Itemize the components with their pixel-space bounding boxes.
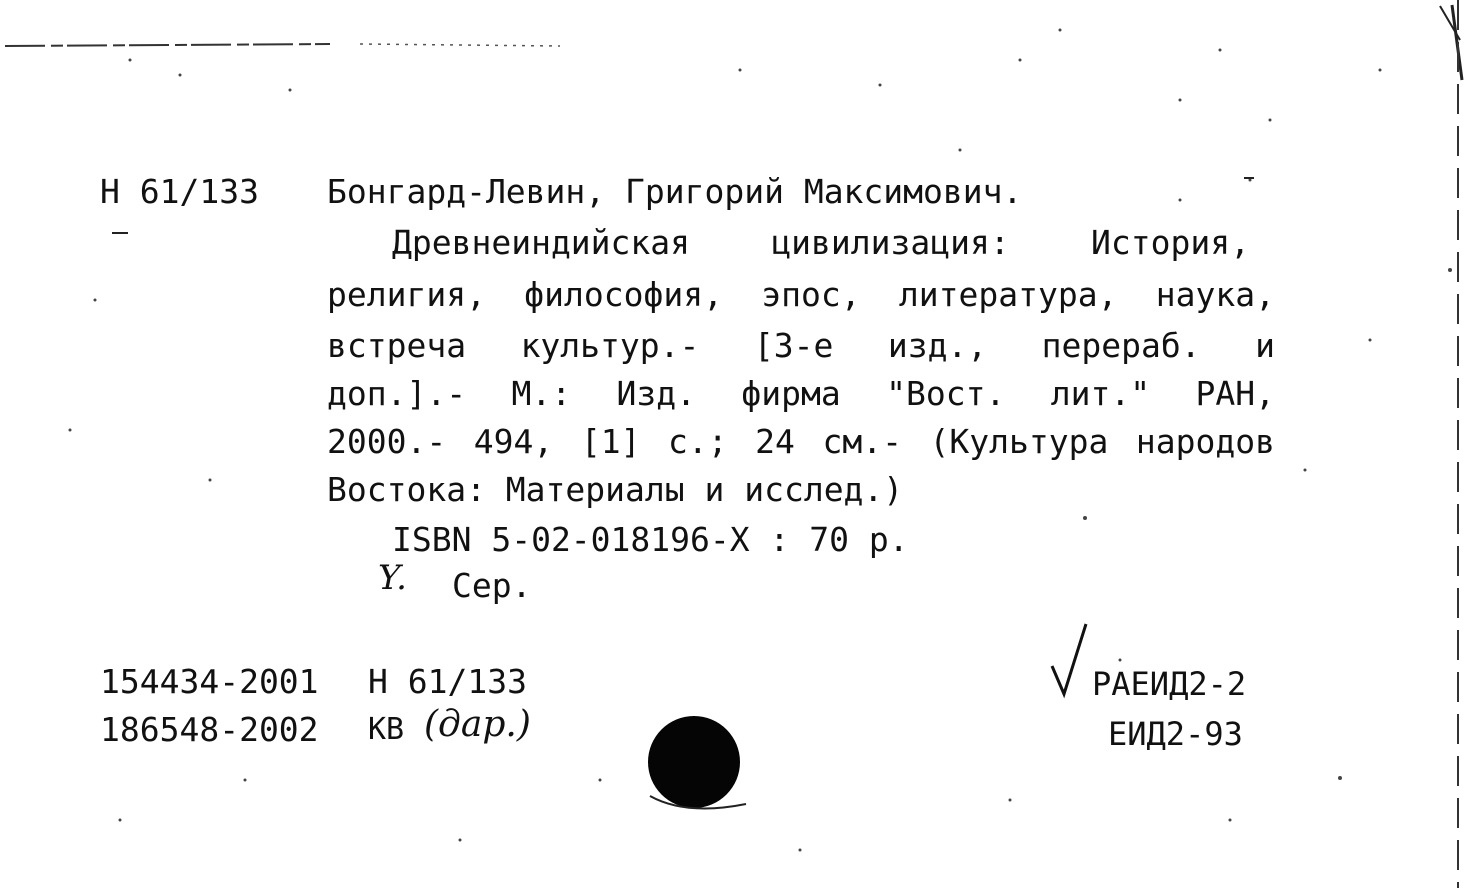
word: встреча [327, 326, 467, 365]
word: 2000.- [327, 422, 447, 461]
word: культур.- [520, 326, 700, 365]
body-line-5 [327, 418, 1275, 466]
word: РАН, [1195, 374, 1275, 413]
body-line-3 [327, 322, 1275, 370]
inventory-location-2: КВ [368, 712, 405, 747]
body-line-1 [392, 219, 1250, 267]
word: Древнеиндийская [392, 223, 691, 262]
inventory-number-1: 154434-2001 [100, 662, 319, 701]
body-line-4 [327, 370, 1275, 418]
word: изд., [887, 326, 988, 365]
body-line-6: Востока: Материалы и исслед.) [327, 470, 904, 509]
word: [3-е [753, 326, 834, 365]
word: эпос, [761, 275, 861, 314]
word: народов [1135, 422, 1275, 461]
right-code-1: РАЕИД2-2 [1092, 665, 1247, 703]
word: цивилизация: [771, 223, 1010, 262]
word: 494, [473, 422, 554, 461]
word: 24 [755, 422, 795, 461]
word: доп.].- [327, 374, 467, 413]
word: с.; [668, 422, 728, 461]
word: религия, [327, 275, 486, 314]
word: [1] [580, 422, 641, 461]
word: "Вост. [886, 374, 1006, 413]
body-line-2 [327, 271, 1275, 319]
isbn-line: ISBN 5-02-018196-X : 70 р. [392, 520, 909, 559]
word: История, [1091, 223, 1250, 262]
word: философия, [524, 275, 723, 314]
right-code-2: ЕИД2-93 [1108, 715, 1243, 753]
word: перераб. [1041, 326, 1201, 365]
word: наука, [1155, 275, 1275, 314]
word: литература, [898, 275, 1118, 314]
author-heading: Бонгард-Левин, Григорий Максимович. [327, 172, 1023, 211]
word: Изд. [616, 374, 696, 413]
inventory-number-2: 186548-2002 [100, 710, 319, 749]
word: см.- [822, 422, 902, 461]
word: (Культура [929, 422, 1109, 461]
word: лит." [1050, 374, 1151, 413]
word: фирма [741, 374, 841, 413]
handwritten-gift-note: (дар.) [424, 704, 531, 745]
call-number: Н 61/133 [100, 172, 259, 211]
inventory-location-1: Н 61/133 [368, 662, 527, 701]
checkmark-icon [1048, 620, 1092, 700]
word: М.: [511, 374, 572, 413]
hole-shadow [646, 790, 756, 820]
word: и [1255, 326, 1275, 365]
series-label: Сер. [452, 566, 532, 605]
handwritten-series-mark: Y. [378, 558, 407, 598]
